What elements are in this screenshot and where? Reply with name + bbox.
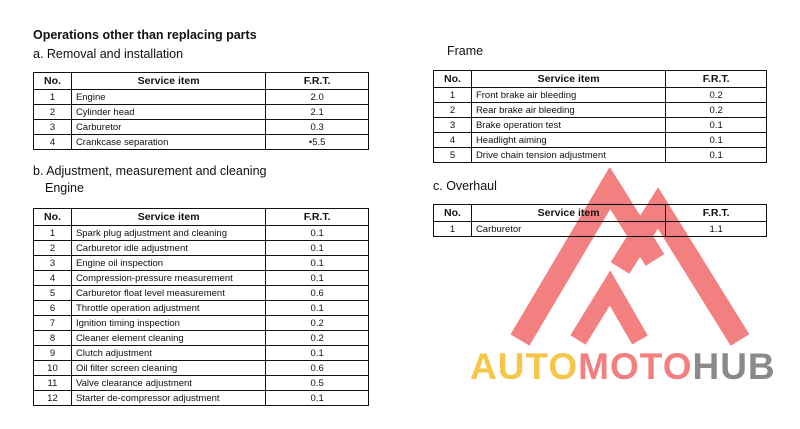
- frt-value: 0.2: [266, 316, 369, 331]
- table-row: [34, 271, 369, 286]
- row-number: 1: [34, 90, 72, 105]
- row-number: 11: [34, 376, 72, 391]
- service-item: Cylinder head: [71, 105, 265, 120]
- table-row: [34, 241, 369, 256]
- column-header: Service item: [471, 71, 665, 88]
- table-row: [34, 346, 369, 361]
- frt-value: 0.1: [266, 391, 369, 406]
- frt-value: 0.2: [666, 103, 767, 118]
- table-row: [434, 222, 767, 237]
- column-header: No.: [434, 71, 472, 88]
- frt-value: 0.2: [666, 88, 767, 103]
- overhaul-table: [433, 204, 767, 237]
- frt-value: 0.1: [666, 118, 767, 133]
- service-item: Crankcase separation: [71, 135, 265, 150]
- adjustment-table: [33, 208, 369, 406]
- row-number: 9: [34, 346, 72, 361]
- table-row: [34, 226, 369, 241]
- row-number: 1: [34, 226, 72, 241]
- watermark-text-part: HUB: [692, 346, 776, 387]
- column-header: F.R.T.: [666, 205, 767, 222]
- table-row: [34, 376, 369, 391]
- service-item: Starter de-compressor adjustment: [71, 391, 265, 406]
- table-row: [34, 105, 369, 120]
- service-item: Clutch adjustment: [71, 346, 265, 361]
- column-header: No.: [34, 209, 72, 226]
- column-header: F.R.T.: [266, 209, 369, 226]
- service-item: Engine: [71, 90, 265, 105]
- service-item: Spark plug adjustment and cleaning: [71, 226, 265, 241]
- row-number: 5: [434, 148, 472, 163]
- service-item: Rear brake air bleeding: [471, 103, 665, 118]
- frt-value: 0.5: [266, 376, 369, 391]
- service-item: Oil filter screen cleaning: [71, 361, 265, 376]
- service-item: Carburetor: [471, 222, 665, 237]
- frt-value: 0.1: [266, 301, 369, 316]
- service-item: Throttle operation adjustment: [71, 301, 265, 316]
- table-row: [34, 120, 369, 135]
- frt-value: 0.3: [266, 120, 369, 135]
- frt-value: 0.2: [266, 331, 369, 346]
- column-header: Service item: [471, 205, 665, 222]
- table-row: [434, 118, 767, 133]
- frt-value: 2.1: [266, 105, 369, 120]
- row-number: 1: [434, 88, 472, 103]
- watermark-text-part: MOTO: [578, 346, 693, 387]
- frt-value: 0.6: [266, 361, 369, 376]
- row-number: 4: [434, 133, 472, 148]
- watermark-text-part: AUTO: [470, 346, 579, 387]
- frt-value: 1.1: [666, 222, 767, 237]
- table-row: [434, 88, 767, 103]
- column-header: Service item: [71, 73, 265, 90]
- frt-value: 0.1: [266, 271, 369, 286]
- row-number: 4: [34, 135, 72, 150]
- service-item: Compression-pressure measurement: [71, 271, 265, 286]
- table-row: [434, 148, 767, 163]
- watermark-logo-text: [470, 346, 776, 388]
- table-row: [34, 256, 369, 271]
- row-number: 2: [34, 105, 72, 120]
- section-a-title: a. Removal and installation: [33, 47, 184, 61]
- row-number: 8: [34, 331, 72, 346]
- row-number: 12: [34, 391, 72, 406]
- service-item: Brake operation test: [471, 118, 665, 133]
- section-b-subtitle: Engine: [45, 181, 84, 195]
- table-row: [34, 135, 369, 150]
- service-item: Drive chain tension adjustment: [471, 148, 665, 163]
- frame-title: Frame: [447, 44, 484, 58]
- service-item: Carburetor float level measurement: [71, 286, 265, 301]
- row-number: 5: [34, 286, 72, 301]
- row-number: 3: [34, 256, 72, 271]
- column-header: No.: [434, 205, 472, 222]
- service-item: Cleaner element cleaning: [71, 331, 265, 346]
- row-number: 2: [34, 241, 72, 256]
- frt-value: 0.1: [266, 346, 369, 361]
- row-number: 3: [34, 120, 72, 135]
- row-number: 1: [434, 222, 472, 237]
- service-item: Carburetor idle adjustment: [71, 241, 265, 256]
- table-row: [434, 103, 767, 118]
- frt-value: 0.6: [266, 286, 369, 301]
- service-item: Headlight aiming: [471, 133, 665, 148]
- frt-value: 2.0: [266, 90, 369, 105]
- table-row: [34, 286, 369, 301]
- service-item: Ignition timing inspection: [71, 316, 265, 331]
- table-row: [434, 133, 767, 148]
- row-number: 2: [434, 103, 472, 118]
- frt-value: 0.1: [666, 133, 767, 148]
- frt-value: 0.1: [266, 256, 369, 271]
- table-row: [34, 361, 369, 376]
- section-c-title: c. Overhaul: [433, 179, 497, 193]
- service-item: Front brake air bleeding: [471, 88, 665, 103]
- table-row: [34, 331, 369, 346]
- row-number: 4: [34, 271, 72, 286]
- removal-installation-table: [33, 72, 369, 150]
- column-header: Service item: [71, 209, 265, 226]
- service-item: Carburetor: [71, 120, 265, 135]
- frame-table: [433, 70, 767, 163]
- row-number: 6: [34, 301, 72, 316]
- table-row: [34, 90, 369, 105]
- column-header: F.R.T.: [266, 73, 369, 90]
- service-item: Engine oil inspection: [71, 256, 265, 271]
- frt-value: 0.1: [266, 241, 369, 256]
- frt-value: 0.1: [266, 226, 369, 241]
- page-heading: Operations other than replacing parts: [33, 28, 257, 42]
- table-row: [34, 316, 369, 331]
- service-item: Valve clearance adjustment: [71, 376, 265, 391]
- section-b-title: b. Adjustment, measurement and cleaning: [33, 164, 267, 178]
- table-row: [34, 301, 369, 316]
- frt-value: •5.5: [266, 135, 369, 150]
- table-row: [34, 391, 369, 406]
- row-number: 10: [34, 361, 72, 376]
- row-number: 3: [434, 118, 472, 133]
- row-number: 7: [34, 316, 72, 331]
- column-header: No.: [34, 73, 72, 90]
- column-header: F.R.T.: [666, 71, 767, 88]
- frt-value: 0.1: [666, 148, 767, 163]
- watermark-emblem: [500, 168, 760, 348]
